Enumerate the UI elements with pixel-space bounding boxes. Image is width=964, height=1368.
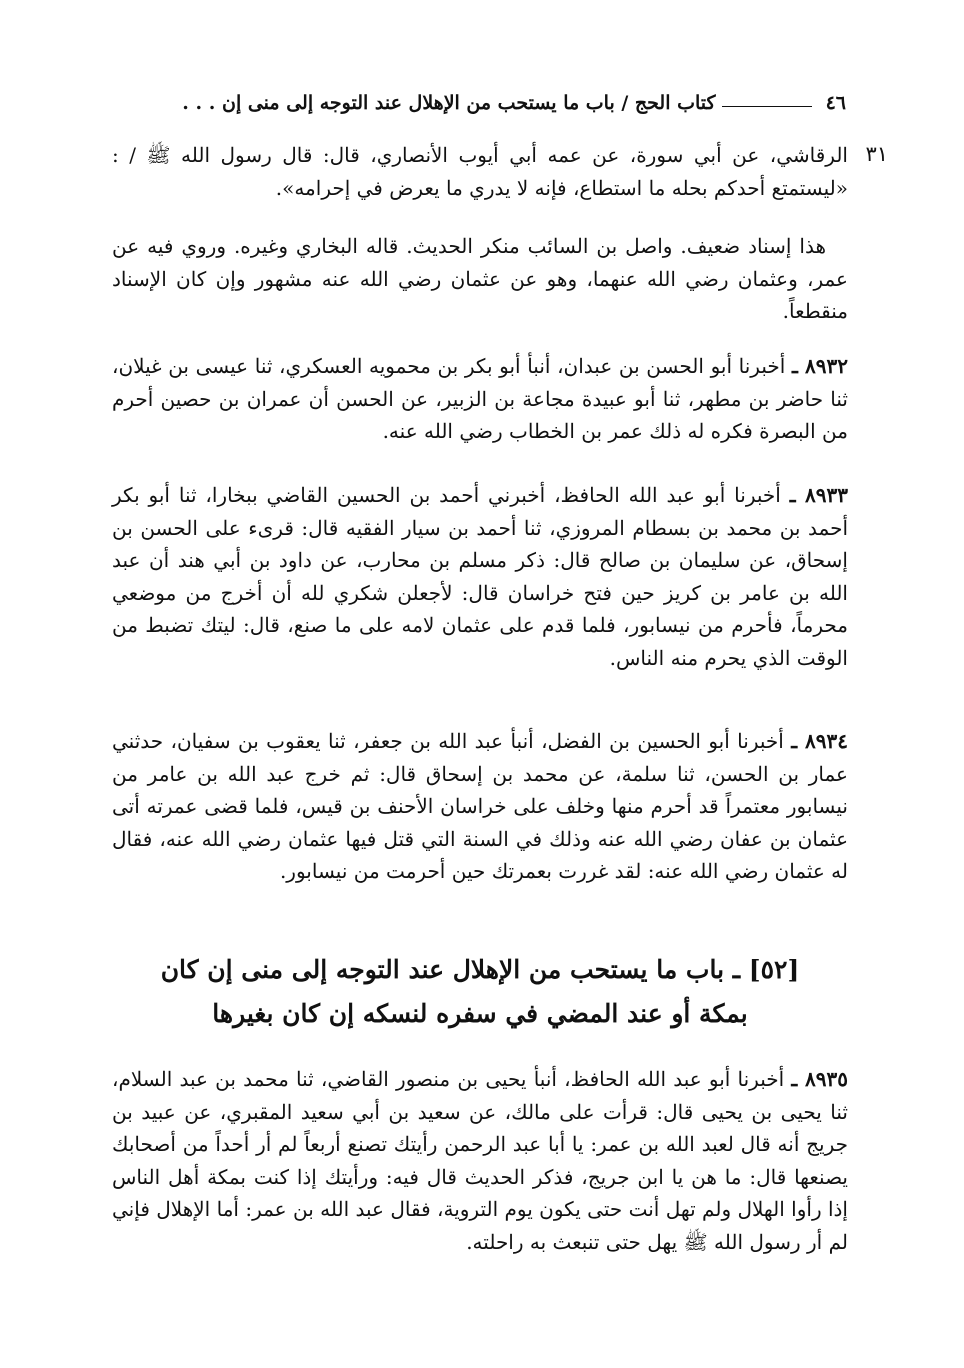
page-number: ٤٦	[825, 92, 846, 114]
hadith-text: أخبرنا أبو الحسين بن الفضل، أنبأ عبد الله بن جعفر، ثنا يعقوب بن سفيان، حدثني عمار بن الحسن، ثنا سلمة، عن محمد بن إسحاق قال: ثم خرج عبد الله بن عامر من نيسابور معتمراً قد أحرم منها وخلف على خراسان الأحنف بن قيس، فلما قضى عمرته أتى عثمان بن عفان رضي الله عنه وذلك في السنة التي قتل فيها عثمان رضي الله عنه، فقال له عثمان رضي الله عنه: لقد غررت بعمرتك حين أحرمت من نيسابور.	[112, 729, 848, 883]
paragraph-text: هذا إسناد ضعيف. واصل بن السائب منكر الحديث. قاله البخاري وغيره. وروي فيه عن عمر، وعثمان رضي الله عنهما، وهو عن عثمان رضي الله عنه مشهور وإن كان الإسناد منقطعاً.	[112, 234, 848, 323]
hadith-text: أخبرنا أبو عبد الله الحافظ، أخبرني أحمد بن الحسين القاضي ببخارا، ثنا أبو بكر أحمد بن محمد بن بسطام المروزي، ثنا أحمد بن سيار الفقيه قال: قرىء على الحسن بن إسحاق، عن سليمان بن صالح قال: ذكر مسلم بن محارب، عن داود بن أبي هند أن عبد الله بن عامر بن كريز حين فتح خراسان قال: لأجعلن شكري لله أن أخرج من موضعي محرماً، فأحرم من نيسابور، فلما قدم على عثمان لامه على ما صنع، قال: ليتك تضبط من الوقت الذي يحرم منه الناس.	[112, 483, 848, 670]
chapter-heading-line: بمكة أو عند المضي في سفره لنسكه إن كان بغيرها	[212, 999, 748, 1028]
paragraph-text: الرقاشي، عن أبي سورة، عن عمه أبي أيوب الأنصاري، قال: قال رسول الله ﷺ / : «ليستمتع أحدكم بحله ما استطاع، فإنه لا يدري ما يعرض في إحرامه».	[112, 143, 848, 200]
running-header	[112, 88, 846, 118]
chapter-heading-line: [٥٢] ـ باب ما يستحب من الإهلال عند التوجه إلى منى إن كان	[160, 955, 800, 984]
margin-volume-number: ٣١	[865, 142, 888, 166]
hadith-number: ٨٩٣٢ ـ	[791, 354, 849, 378]
hadith-8934	[112, 725, 848, 888]
paragraph-text	[112, 479, 848, 674]
paragraph-commentary	[112, 230, 848, 328]
hadith-text: أخبرنا أبو عبد الله الحافظ، أنبأ يحيى بن منصور القاضي، ثنا محمد بن عبد السلام، ثنا يحيى بن يحيى قال: قرأت على مالك، عن سعيد بن أبي سعيد المقبري، عن عبيد بن جريج أنه قال لعبد الله بن عمر: يا أبا عبد الرحمن رأيتك تصنع أربعاً لم أر أحداً من أصحابك يصنعها قال: ما هن يا ابن جريج، فذكر الحديث قال فيه: ورأيتك إذا كنت بمكة أهل الناس إذا رأوا الهلال ولم تهل أنت حتى يكون يوم التروية، فقال عبد الله بن عمر: أما الإهلال فإني لم أر رسول الله ﷺ يهل حتى تنبعث به راحلته.	[112, 1067, 848, 1254]
hadith-number: ٨٩٣٣ ـ	[789, 483, 848, 507]
hadith-8933	[112, 479, 848, 674]
running-title: كتاب الحج / باب ما يستحب من الإهلال عند التوجه إلى منى إن . . .	[182, 92, 716, 114]
hadith-number: ٨٩٣٥ ـ	[791, 1067, 849, 1091]
paragraph-text	[112, 350, 848, 448]
hadith-text: أخبرنا أبو الحسن بن عبدان، أنبأ أبو بكر بن محمويه العسكري، ثنا عيسى بن غيلان، ثنا حاضر بن مطهر، ثنا أبو عبيدة مجاعة بن الزبير، عن الحسن أن عمران بن حصين أحرم من البصرة فكره له ذلك عمر بن الخطاب رضي الله عنه.	[112, 354, 848, 443]
hadith-8932	[112, 350, 848, 448]
paragraph-text	[112, 725, 848, 888]
hadith-number: ٨٩٣٤ ـ	[791, 729, 849, 753]
paragraph-continuation	[112, 139, 848, 204]
paragraph-text	[112, 1063, 848, 1258]
header-rule	[722, 106, 812, 107]
hadith-8935	[112, 1063, 848, 1258]
chapter-heading	[112, 948, 848, 1036]
